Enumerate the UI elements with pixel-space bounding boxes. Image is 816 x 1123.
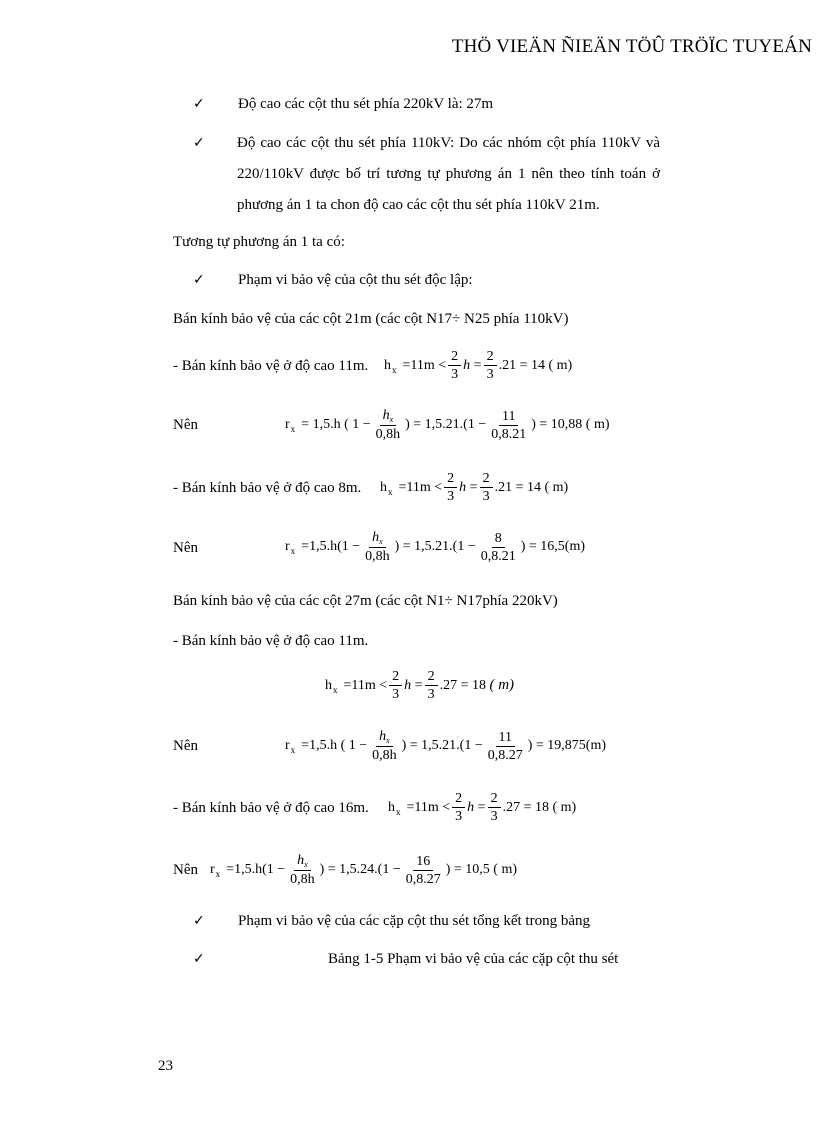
check-icon: ✓ [193, 913, 205, 929]
formula-rx-8m: r x =1,5.h(1 − $\frac{h_x}{0,8h}$ ) = 1,5.21.(1 − $\frac{8}{0,8.21}$ ) = 16,5(m) [285, 530, 586, 564]
radius-11m-label-27: - Bán kính bảo vệ ở độ cao 11m. [173, 633, 369, 649]
formula-rx-16m: r x =1,5.h(1 − $\frac{h_x}{0,8h}$ ) = 1,5.24.(1 − $\frac{16}{0,8.27}$ ) = 10,5 ( m) [210, 853, 518, 887]
table-caption: Bảng 1-5 Phạm vi bảo vệ của các cặp cột thu sét [328, 951, 619, 967]
bullet-text: Phạm vi bảo vệ của cột thu sét độc lập: [238, 272, 473, 288]
check-icon: ✓ [193, 96, 205, 112]
check-icon: ✓ [193, 951, 205, 967]
section-radius-27m: Bán kính bảo vệ của các cột 27m (các cột N1÷ N17phía 220kV) [173, 593, 558, 609]
formula-hx-8m: h x =11m < $\frac{2}{3}$ h = $\frac{2}{3}$ .21 = 14 ( m) [380, 471, 569, 504]
section-radius-21m: Bán kính bảo vệ của các cột 21m (các cột N17÷ N25 phía 110kV) [173, 311, 569, 327]
bullet-text: Độ cao các cột thu sét phía 220kV là: 27m [238, 96, 494, 112]
page-number: 23 [158, 1058, 173, 1074]
nen-label: Nên [173, 417, 198, 433]
paragraph: Độ cao các cột thu sét phía 110kV: Do các nhóm cột phía 110kV và 220/110kV được bố trí tương tự phương án 1 nên theo tính toán ở phương án 1 ta chon độ cao các cột thu sét phía 110kV 21m. [237, 135, 660, 213]
nen-label: Nên [173, 738, 198, 754]
radius-11m-label: - Bán kính bảo vệ ở độ cao 11m. [173, 358, 369, 374]
nen-label: Nên [173, 540, 198, 556]
formula-hx-16m: h x =11m < $\frac{2}{3}$ h = $\frac{2}{3}$ .27 = 18 ( m) [388, 791, 577, 824]
check-icon: ✓ [193, 135, 205, 151]
radius-8m-label: - Bán kính bảo vệ ở độ cao 8m. [173, 480, 362, 496]
formula-rx-11m-21: r x = 1,5.h ( 1 − $\frac{h_x}{0,8h}$ ) = 1,5.21.(1 − $\frac{11}{0,8.21}$ ) = 10,88 ( m) [285, 408, 610, 442]
check-icon: ✓ [193, 272, 205, 288]
formula-hx-27: h x =11m < $\frac{2}{3}$ h = $\frac{2}{3}$ .27 = 18 ( m) [325, 669, 515, 702]
nen-label: Nên [173, 862, 198, 878]
paragraph-similar: Tương tự phương án 1 ta có: [173, 234, 345, 250]
formula-rx-11m-27: r x =1,5.h ( 1 − $\frac{h_x}{0,8h}$ ) = 1,5.21.(1 − $\frac{11}{0,8.27}$ ) = 19,875(m) [285, 729, 607, 763]
page-header: THÖ VIEÄN ÑIEÄN TÖÛ TRÖÏC TUYEÁN [451, 36, 812, 57]
radius-16m-label: - Bán kính bảo vệ ở độ cao 16m. [173, 800, 369, 816]
bullet-text: Phạm vi bảo vệ của các cặp cột thu sét tổng kết trong bảng [238, 913, 590, 929]
formula-hx-21: h x =11m < $\frac{2}{3}$ h = $\frac{2}{3}$ .21 = 14 ( m) [384, 349, 573, 382]
